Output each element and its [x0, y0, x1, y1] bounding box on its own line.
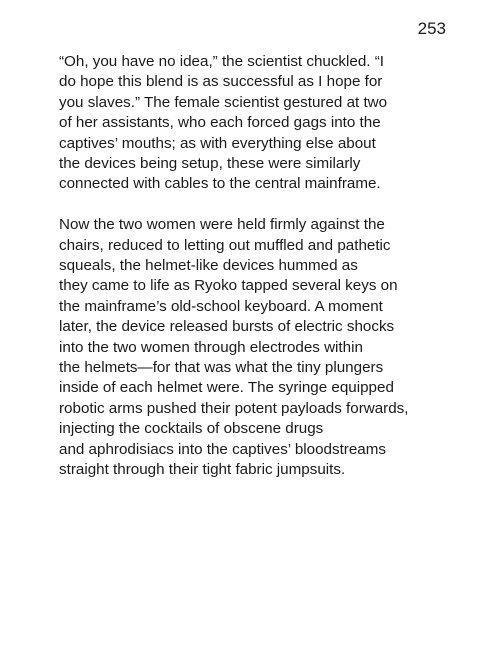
- text-line: robotic arms pushed their potent payloads forwards,: [59, 399, 409, 417]
- text-line: and aphrodisiacs into the captives’ bloodstreams: [59, 440, 386, 458]
- text-line: the helmets—for that was what the tiny plungers: [59, 359, 384, 377]
- text-line: later, the device released bursts of electric shocks: [59, 318, 395, 336]
- text-line: captives’ mouths; as with everything else about: [59, 134, 376, 152]
- text-line: you slaves.” The female scientist gestured at two: [59, 93, 388, 111]
- text-line: injecting the cocktails of obscene drugs: [59, 420, 324, 438]
- text-line: the devices being setup, these were similarly: [59, 155, 361, 173]
- text-line: squeals, the helmet-like devices hummed as: [59, 257, 358, 275]
- text-line: into the two women through electrodes within: [59, 338, 363, 356]
- text-line: “Oh, you have no idea,” the scientist chuckled. “I: [59, 53, 385, 70]
- text-line: Now the two women were held firmly against the: [59, 216, 385, 234]
- paragraph-2: [59, 215, 459, 480]
- text-line: do hope this blend is as successful as I hope for: [59, 73, 383, 91]
- text-line: straight through their tight fabric jumpsuits.: [59, 461, 346, 479]
- page-number: 253: [417, 19, 446, 38]
- text-line: connected with cables to the central mainframe.: [59, 175, 381, 193]
- text-line: inside of each helmet were. The syringe equipped: [59, 379, 394, 397]
- text-line: they came to life as Ryoko tapped several keys on: [59, 277, 398, 295]
- paragraph-1: [59, 52, 459, 195]
- text-line: of her assistants, who each forced gags into the: [59, 114, 381, 132]
- page-body-text: [59, 52, 459, 481]
- text-line: the mainframe’s old-school keyboard. A moment: [59, 297, 383, 315]
- text-line: chairs, reduced to letting out muffled and pathetic: [59, 236, 391, 254]
